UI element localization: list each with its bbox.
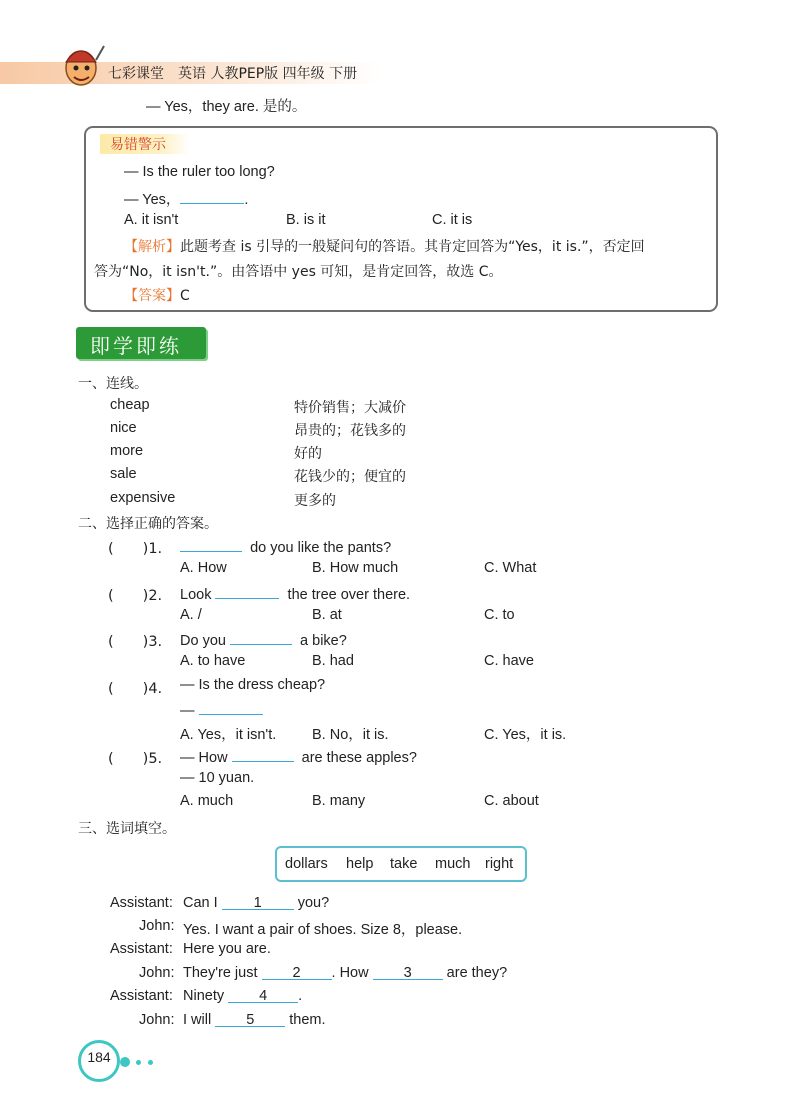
match-left-item[interactable]: expensive (110, 490, 176, 506)
q3-blank[interactable] (230, 630, 292, 645)
q5-option-b[interactable]: B. many (312, 793, 366, 809)
q4-answer-line (180, 700, 263, 719)
match-left-item[interactable]: more (110, 443, 144, 459)
q3-stem (180, 630, 347, 649)
q3-text-pre: Do you (180, 633, 226, 649)
blank-1[interactable]: 1 (222, 895, 294, 910)
q5-text-post: are these apples? (301, 750, 417, 766)
q4-option-c[interactable]: C. Yes，it is. (484, 727, 567, 743)
dialogue-text: I will (183, 1012, 212, 1028)
speaker-label: Assistant: (110, 941, 173, 957)
q4-option-b[interactable]: B. No，it is. (312, 727, 389, 743)
analysis-text-1: 此题考查 is 引导的一般疑问句的答语。其肯定回答为“Yes，it is.”，否定回 (180, 239, 645, 255)
decor-dot-icon (136, 1060, 141, 1065)
q2-stem (180, 584, 410, 603)
q5-option-a[interactable]: A. much (180, 793, 234, 809)
speaker-label: John: (139, 965, 175, 981)
blank-2[interactable]: 2 (262, 965, 332, 980)
match-right-item[interactable]: 更多的 (294, 493, 336, 509)
q3-option-c[interactable]: C. have (484, 653, 534, 669)
q3-text-post: a bike? (300, 633, 347, 649)
warning-tag: 易错警示 (110, 137, 166, 153)
q5-number[interactable]: ( )5. (108, 751, 163, 767)
warning-question: — Is the ruler too long? (124, 164, 275, 180)
match-right-item[interactable]: 昂贵的；花钱多的 (294, 423, 406, 439)
q3-number[interactable]: ( )3. (108, 634, 163, 650)
decor-dot-icon (148, 1060, 153, 1065)
page-number: 184 (87, 1049, 111, 1065)
word-bank-item: right (485, 856, 514, 872)
dialogue-line-1 (183, 895, 329, 911)
q5-answer-line: — 10 yuan. (180, 770, 255, 786)
q1-number[interactable]: ( )1. (108, 541, 163, 557)
header-title: 七彩课堂 英语 人教PEP版 四年级 下册 (108, 66, 358, 82)
blank-3[interactable]: 3 (373, 965, 443, 980)
q5-option-c[interactable]: C. about (484, 793, 539, 809)
analysis-line-1 (124, 236, 645, 256)
q3-option-b[interactable]: B. had (312, 653, 354, 669)
q4-number[interactable]: ( )4. (108, 681, 163, 697)
intro-line: — Yes，they are. 是的。 (146, 99, 307, 115)
word-bank-item: dollars (285, 856, 328, 872)
word-bank-item: take (390, 856, 418, 872)
blank-4[interactable]: 4 (228, 988, 298, 1003)
warning-option-c: C. it is (432, 212, 473, 228)
q1-option-a[interactable]: A. How (180, 560, 227, 576)
q1-blank[interactable] (180, 537, 242, 552)
q1-option-b[interactable]: B. How much (312, 560, 399, 576)
analysis-line-2: 答为“No，it isn't.”。由答语中 yes 可知，是肯定回答，故选 C。 (94, 264, 503, 280)
practice-banner-title: 即学即练 (90, 334, 182, 358)
speaker-label: Assistant: (110, 988, 173, 1004)
match-left-item[interactable]: cheap (110, 397, 150, 413)
warning-option-a: A. it isn't (124, 212, 179, 228)
warning-answer-prefix: — Yes， (124, 192, 181, 208)
q2-number[interactable]: ( )2. (108, 588, 163, 604)
q2-text-pre: Look (180, 587, 212, 603)
warning-answer-end: . (244, 192, 249, 208)
warning-option-b: B. is it (286, 212, 326, 228)
answer-value: C (180, 288, 190, 304)
dialogue-text: . (298, 988, 303, 1004)
answer-blank[interactable] (180, 189, 244, 204)
speaker-label: John: (139, 1012, 175, 1028)
q5-blank[interactable] (232, 747, 294, 762)
blank-5[interactable]: 5 (215, 1012, 285, 1027)
speaker-label: Assistant: (110, 895, 173, 911)
match-left-item[interactable]: sale (110, 466, 137, 482)
section1-title: 一、连线。 (78, 376, 148, 392)
section2-title: 二、选择正确的答案。 (78, 516, 218, 532)
dialogue-line-4 (183, 965, 507, 981)
answer-tag: 【答案】 (124, 288, 180, 304)
q1-text: do you like the pants? (250, 540, 392, 556)
q2-blank[interactable] (215, 584, 279, 599)
section3-title: 三、选词填空。 (78, 821, 176, 837)
q2-option-c[interactable]: C. to (484, 607, 515, 623)
dialogue-text: Can I (183, 895, 218, 911)
q4-blank[interactable] (199, 700, 263, 715)
dialogue-text: Ninety (183, 988, 225, 1004)
q5-stem (180, 747, 417, 766)
q4-option-a[interactable]: A. Yes，it isn't. (180, 727, 277, 743)
dialogue-line-3: Here you are. (183, 941, 271, 957)
decor-dot-icon (120, 1057, 130, 1067)
word-bank-item: help (346, 856, 374, 872)
dialogue-text: They're just (183, 965, 258, 981)
q2-option-b[interactable]: B. at (312, 607, 342, 623)
match-right-item[interactable]: 特价销售；大减价 (294, 400, 406, 416)
analysis-tag: 【解析】 (124, 239, 180, 255)
speaker-label: John: (139, 918, 175, 934)
match-right-item[interactable]: 花钱少的；便宜的 (294, 469, 406, 485)
q1-stem (180, 537, 391, 556)
word-bank-item: much (435, 856, 471, 872)
q2-option-a[interactable]: A. / (180, 607, 202, 623)
q4-stem: — Is the dress cheap? (180, 677, 326, 693)
q4-dash: — (180, 703, 195, 719)
dialogue-text: them. (289, 1012, 326, 1028)
dialogue-line-2: Yes. I want a pair of shoes. Size 8，please. (183, 922, 463, 938)
dialogue-text: you? (297, 895, 330, 911)
q5-text-pre: — How (180, 750, 228, 766)
q3-option-a[interactable]: A. to have (180, 653, 246, 669)
dialogue-text: . How (331, 965, 369, 981)
match-right-item[interactable]: 好的 (294, 446, 322, 462)
q1-option-c[interactable]: C. What (484, 560, 537, 576)
warning-answer-line (124, 188, 248, 209)
cartoon-mascot-icon (56, 40, 106, 90)
dialogue-line-5 (183, 988, 302, 1004)
dialogue-line-6 (183, 1012, 326, 1028)
answer-line (124, 285, 190, 305)
match-left-item[interactable]: nice (110, 420, 137, 436)
dialogue-text: are they? (446, 965, 508, 981)
q2-text-post: the tree over there. (287, 587, 411, 603)
